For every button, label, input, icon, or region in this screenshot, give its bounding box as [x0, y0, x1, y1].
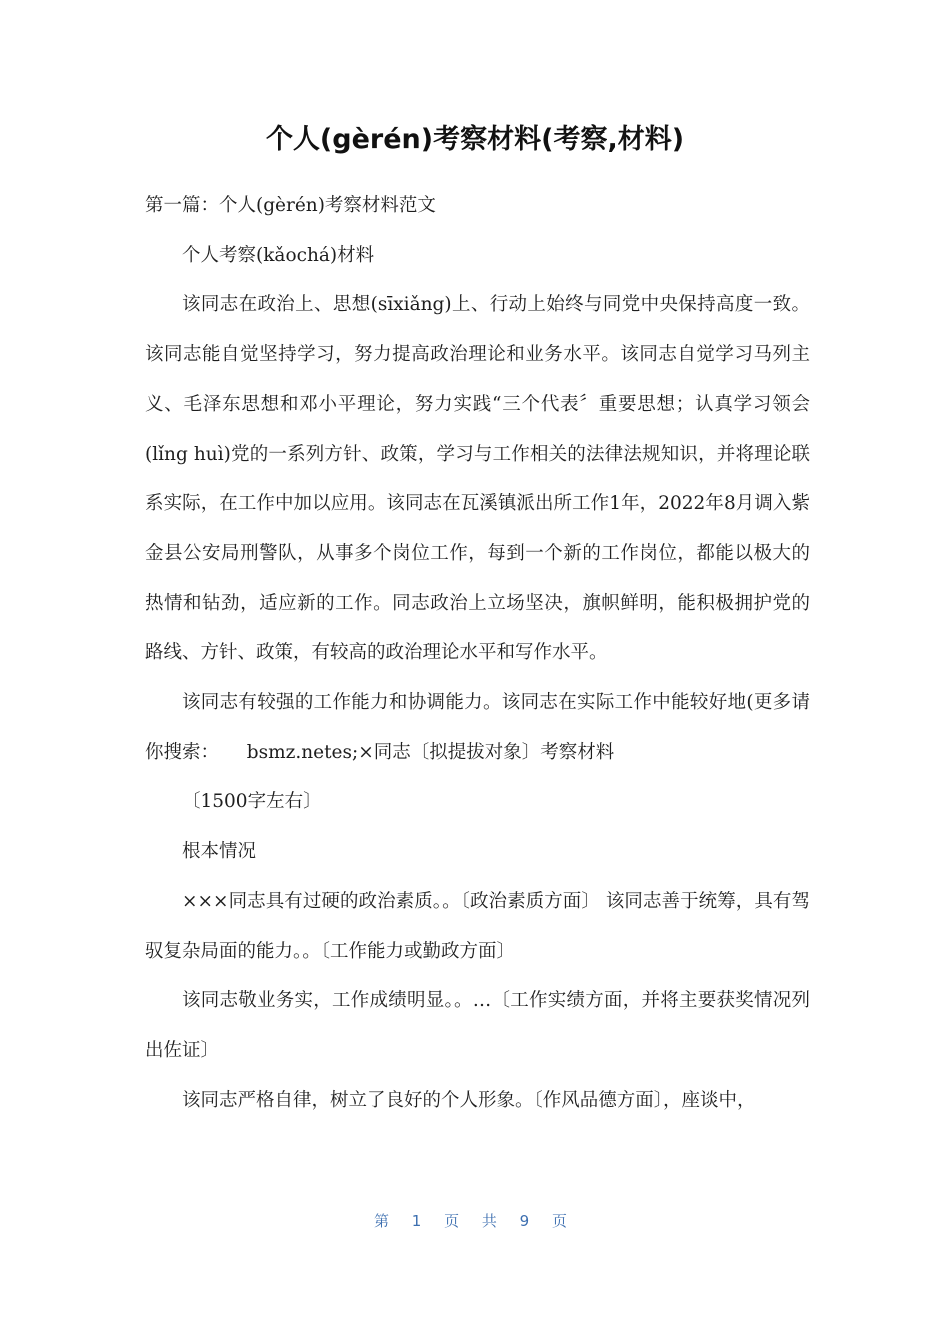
paragraph-conduct: 该同志严格自律，树立了良好的个人形象。〔作风品德方面〕，座谈中， [182, 1089, 756, 1111]
paragraph-heading: 第一篇：个人(gèrén)考察材料范文 [145, 195, 436, 216]
paragraph-work-results: 该同志敬业务实，工作成绩明显。。…〔工作实绩方面，并将主要获奖情况列出佐证〕 [145, 990, 810, 1061]
paragraph-work-ability: 该同志有较强的工作能力和协调能力。该同志在实际工作中能较好地(更多请你搜索： bsmz.netes;×同志〔拟提拔对象〕考察材料 [145, 692, 810, 763]
paragraph-political-quality: ×××同志具有过硬的政治素质。。〔政治素质方面〕 该同志善于统筹，具有驾驭复杂局面的能力。。〔工作能力或勤政方面〕 [145, 890, 810, 962]
paragraph-subheading: 个人考察(kǎochá)材料 [182, 244, 375, 266]
paragraph-political-stance: 该同志在政治上、思想(sīxiǎng)上、行动上始终与同党中央保持高度一致。该同志能自觉坚持学习，努力提高政治理论和业务水平。该同志自觉学习马列主义、毛泽东思想和邓小平理论，努力实践“三个代表〞重要思想；认真学习领会(lǐng huì)党的一系列方针、政策，学习与工作相关的法律法规知识，并将理论联系实际，在工作中加以应用。该同志在瓦溪镇派出所工作1年，2022年8月调入紫金县公安局刑警队，从事多个岗位工作，每到一个新的工作岗位，都能以极大的热情和钻劲，适应新的工作。同志政治上立场坚决，旗帜鲜明，能积极拥护党的路线、方针、政策，有较高的政治理论水平和写作水平。 [145, 294, 810, 664]
document-body [145, 181, 810, 1125]
page-number: 第 1 页 共 9 页 [374, 1212, 576, 1230]
document-title: 个人(gèrén)考察材料(考察,材料) [265, 124, 685, 155]
paragraph-basic-info: 根本情况 [182, 841, 257, 863]
paragraph-word-count: 〔1500字左右〕 [182, 791, 322, 813]
